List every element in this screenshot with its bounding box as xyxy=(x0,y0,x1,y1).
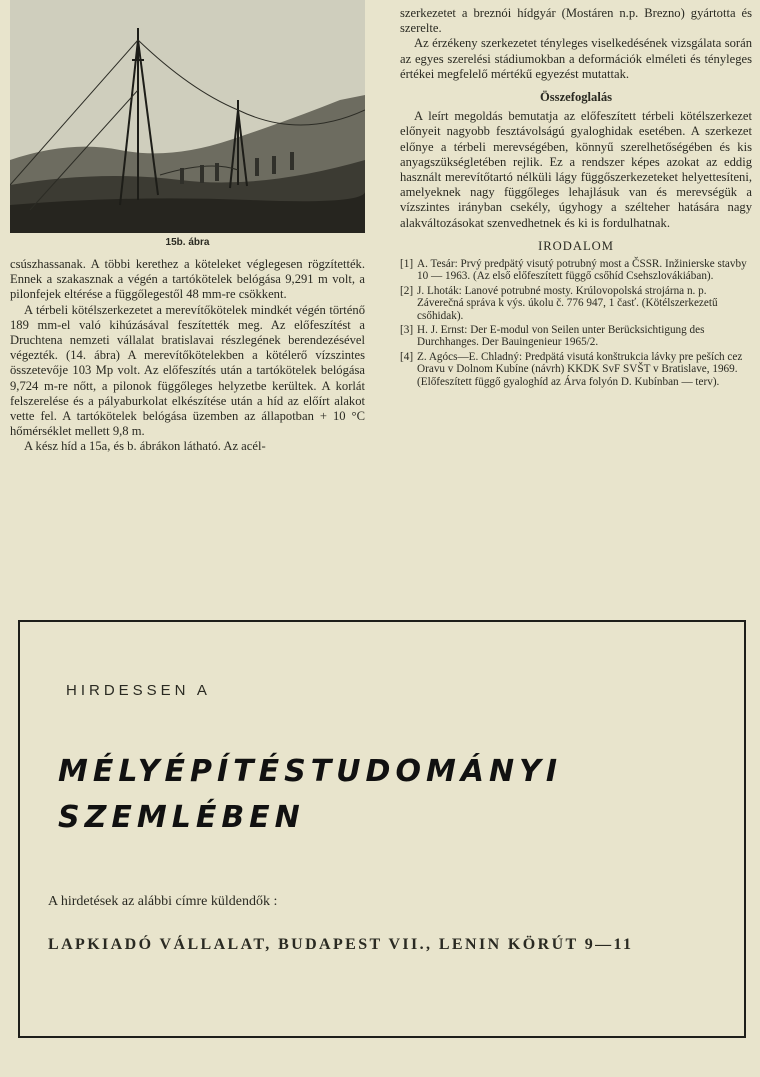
figure-caption: 15b. ábra xyxy=(165,237,210,248)
reference-number: [2] xyxy=(400,284,414,297)
photo-illustration xyxy=(10,0,365,233)
left-column xyxy=(10,257,365,455)
reference-number: [1] xyxy=(400,258,414,271)
reference-number: [3] xyxy=(400,324,414,337)
bridge-construction-photo xyxy=(10,0,365,233)
paragraph: szerkezetet a breznói hídgyár (Mostáren n.p. Brezno) gyártotta és szerelte. xyxy=(400,6,752,36)
summary-paragraph: A leírt megoldás bemutatja az előfeszített térbeli kötélszerkezet előnyeit nagyobb fesztávolságú gyaloghidak esetében. A szerkezet előnye a térbeli merevségében, könnyű szerelhetőségében és kis anyagszükségletében rejlik. Ez a rendszer képes azokat az eddig használt merevítőtartó nélküli lágy függőszerkezeteket helyettesíteni, amelyeknek nagy függőleges lehajlásuk van és merevségük a vízszintes irányban csekély, úgyhogy a szélteher hatására nagy alakváltozásokat szenvedhetnek és ki is fordulhatnak. xyxy=(400,109,752,230)
reference-text: A. Tesár: Prvý predpätý visutý potrubný most a ČSSR. Inžinierske stavby 10 — 1963. (Az első előfeszített függő csőhíd Csehszlovákiában). xyxy=(417,258,747,283)
references-heading: IRODALOM xyxy=(538,238,614,253)
ad-note: A hirdetések az alábbi címre küldendők : xyxy=(48,894,278,909)
paragraph: A kész híd a 15a, és b. ábrákon látható. Az acél- xyxy=(24,439,266,454)
reference-item xyxy=(400,324,752,349)
reference-text: H. J. Ernst: Der E-modul von Seilen unter Berücksichtigung des Durchhanges. Der Bauingenieur 1965/2. xyxy=(417,324,705,349)
paragraph: csúszhassanak. A többi kerethez a köteleket véglegesen rögzítették. Ennek a szakasznak a végén a tartókötelek belógása 9,291 m volt, a pilonfejek eltérése a függőlegestől 48 mm-re csökkent. xyxy=(10,257,365,302)
paragraph: Az érzékeny szerkezetet tényleges viselkedésének vizsgálata során az egyes szerelési stádiumokban a deformációk elméleti és tényleges értékei megfelelő mértékű egyezést mutattak. xyxy=(400,36,752,81)
summary-heading: Összefoglalás xyxy=(539,90,613,105)
reference-item xyxy=(400,258,752,283)
reference-item xyxy=(400,285,752,322)
reference-item xyxy=(400,351,752,388)
paragraph: A térbeli kötélszerkezetet a merevítőkötelek mindkét végén történő 189 mm-el való kihúzásával feszítették meg. Az előfeszítést a Druchtena nemzeti vállalat bratislavai részlegének berendezésével végezték. (14. ábra) A merevítőkötelekben a kötélerő vízszintes összetevője 103 Mp volt. Az előfeszítés után a tartókötelek belógása 9,724 m-re nőtt, a pilonok függőleges helyzetbe kerültek. A korlát felszerelése és a pályaburkolat elkészítése után a híd az előírt alakot vette fel. A tartókötelek belógása üzemben az állapotban + 10 °C hőmérséklet mellett 9,8 m. xyxy=(10,302,365,439)
ad-intro: HIRDESSEN A xyxy=(66,682,211,699)
ad-title-line-2: SZEMLÉBEN xyxy=(58,800,305,835)
reference-number: [4] xyxy=(400,350,414,363)
right-column xyxy=(400,6,752,390)
advertisement-box xyxy=(18,620,746,1038)
ad-address: LAPKIADÓ VÁLLALAT, BUDAPEST VII., LENIN KÖRÚT 9—11 xyxy=(48,936,634,953)
reference-text: Z. Agócs—E. Chladný: Predpätá visutá konštrukcia lávky pre peších cez Oravu v Dolnom Kubíne (návrh) KKDK SvF SVŠT v Bratislave, 1969. (Előfeszített függő gyaloghíd az Árva folyón D. Kubínban — terv). xyxy=(417,350,743,388)
reference-text: J. Lhoták: Lanové potrubné mosty. Krúlovopolská strojárna n. p. Záverečná správa k výs. úkolu č. 776 947, 1 časť. (Kötélszerkezetű csőhidak). xyxy=(417,284,718,322)
ad-title-line-1: MÉLYÉPÍTÉSTUDOMÁNYI xyxy=(58,754,563,789)
